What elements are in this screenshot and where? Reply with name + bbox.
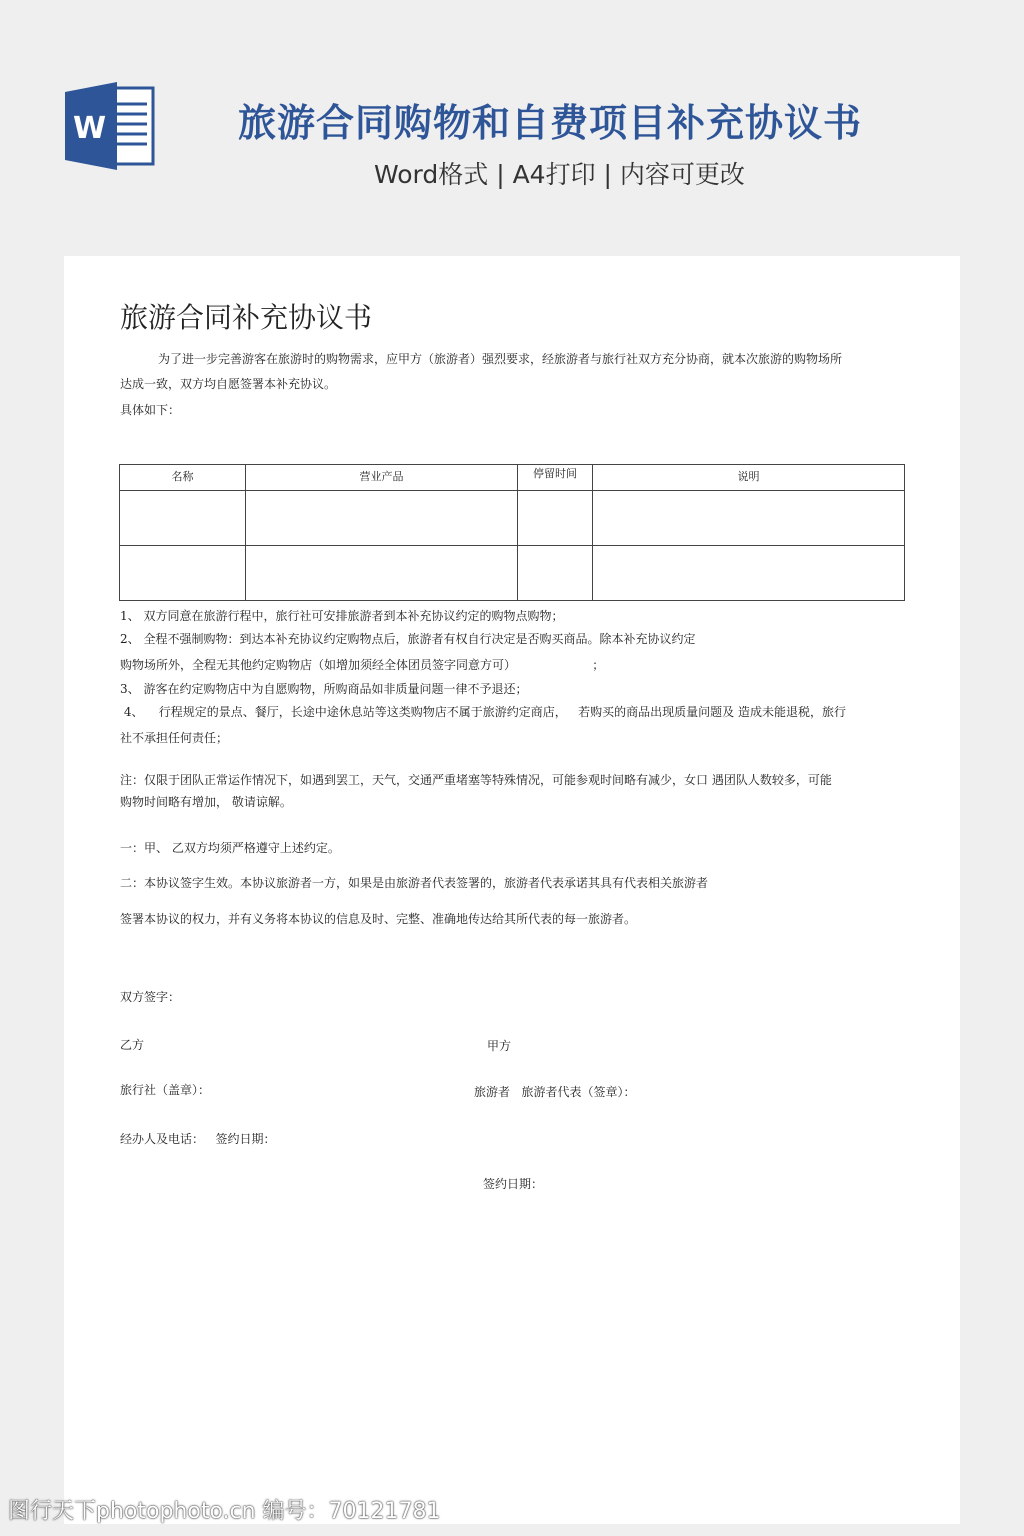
tourist-sign-label: 旅游者 旅游者代表（签章）： [474, 1085, 636, 1099]
sign-date-label: 签约日期： [483, 1177, 544, 1191]
table-row [120, 491, 905, 546]
clause-item: 2、 全程不强制购物：到达本补充协议约定购物点后，旅游者有权自行决定是否购买商品。除本补充协议约定 [120, 632, 696, 646]
intro-line: 具体如下： [120, 403, 181, 417]
clause-line: 签署本协议的权力，并有义务将本协议的信息及时、完整、准确地传达给其所代表的每一旅游者。 [120, 912, 637, 926]
svg-text:W: W [73, 111, 107, 146]
party-a-label: 甲方 [487, 1039, 512, 1053]
col-header: 说明 [593, 465, 905, 491]
clause-line: 一：甲、 乙双方均须严格遵守上述约定。 [120, 841, 340, 855]
intro-line: 达成一致，双方均自愿签署本补充协议。 [120, 377, 337, 391]
word-logo-icon [65, 82, 155, 170]
clause-item: 社不承担任何责任； [120, 731, 229, 745]
signature-label: 双方签字： [120, 990, 181, 1004]
clause-item: 1、 双方同意在旅游行程中，旅行社可安排旅游者到本补充协议约定的购物点购物； [120, 609, 564, 623]
note-line: 购物时间略有增加， 敬请谅解。 [120, 795, 292, 809]
table-row [120, 546, 905, 601]
clause-line: 二：本协议签字生效。本协议旅游者一方，如果是由旅游者代表签署的，旅游者代表承诺其具有代表相关旅游者 [120, 876, 709, 890]
doc-title: 旅游合同补充协议书 [120, 301, 373, 334]
clause-item: 购物场所外，全程无其他约定购物店（如增加须经全体团员签字同意方可） ； [120, 658, 605, 672]
clause-item: 3、 游客在约定购物店中为自愿购物，所购商品如非质量问题一律不予退还； [120, 682, 528, 696]
page-title: 旅游合同购物和自费项目补充协议书 [238, 101, 863, 145]
agency-seal-label: 旅行社（盖章）： [120, 1083, 211, 1097]
intro-line: 为了进一步完善游客在旅游时的购物需求，应甲方（旅游者）强烈要求，经旅游者与旅行社双方充分协商，就本次旅游的购物场所 [158, 352, 843, 366]
shopping-table [119, 464, 905, 601]
clause-item: 4、 行程规定的景点、餐厅，长途中途休息站等这类购物店不属于旅游约定商店， 若购买的商品出现质量问题及 造成未能退税，旅行 [120, 705, 846, 719]
note-line: 注：仅限于团队正常运作情况下，如遇到罢工，天气，交通严重堵塞等特殊情况，可能参观时间略有减少，女口 遇团队人数较多，可能 [120, 773, 832, 787]
col-header: 名称 [120, 465, 246, 491]
page-subtitle: Word格式 | A4打印 | 内容可更改 [374, 160, 745, 189]
col-header: 停留时间 [518, 465, 593, 491]
handler-label: 经办人及电话： 签约日期： [120, 1132, 276, 1146]
watermark: 图行天下photophoto.cn 编号：70121781 [8, 1499, 441, 1524]
party-b-label: 乙方 [120, 1038, 145, 1052]
col-header: 营业产品 [246, 465, 518, 491]
